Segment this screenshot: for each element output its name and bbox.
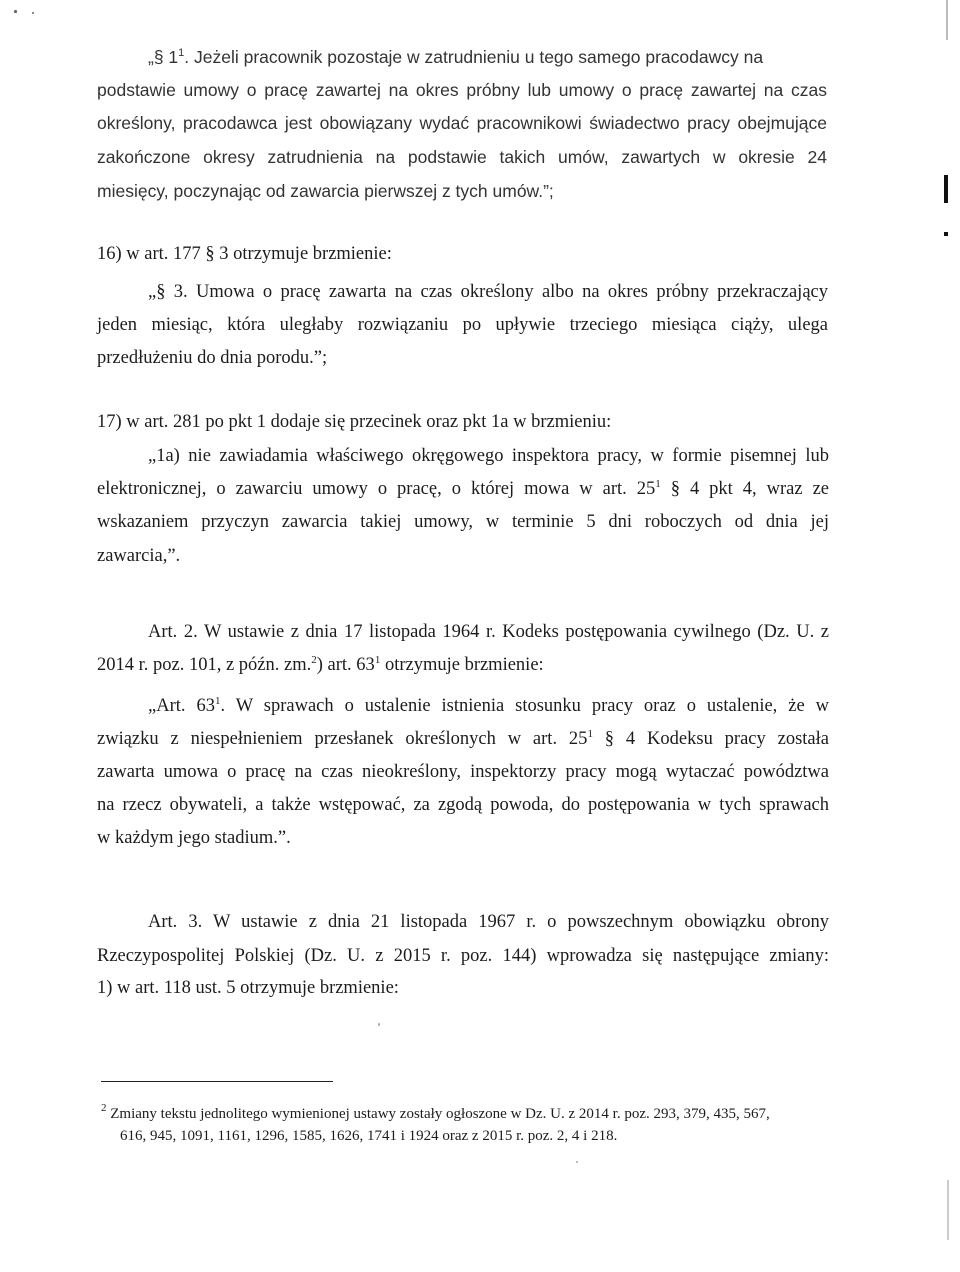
text-line: w każdym jego stadium.”. [97,828,291,848]
text-line: Rzeczypospolitej Polskiej (Dz. U. z 2015 r. poz. 144) wprowadza się następujące zmiany: [97,946,829,966]
text-line: miesięcy, poczynając od zawarcia pierwszej z tych umów.”; [97,181,554,201]
article-heading-line: Art. 2. W ustawie z dnia 17 listopada 1964 r. Kodeks postępowania cywilnego (Dz. U. z [148,622,829,642]
text-line: zawarcia,”. [97,546,181,566]
text-line: związku z niespełnieniem przesłanek określonych w art. $25^1$ § 4 Kodeksu pracy została [97,728,829,749]
text-line: podstawie umowy o pracę zawartej na okres próbny lub umowy o pracę zawartej na czas [97,80,827,100]
scan-speck [32,12,34,14]
scan-speck [576,1161,578,1163]
text-line: elektronicznej, o zawarciu umowy o pracę, o której mowa w art. $25^1$ § 4 pkt 4, wraz ze [97,478,829,499]
text-line: przedłużeniu do dnia porodu.”; [97,348,328,368]
scan-speck [14,10,17,13]
scan-edge-mark [946,0,948,40]
footnote-line: $^2$ Zmiany tekstu jednolitego wymienionej ustawy zostały ogłoszone w Dz. U. z 2014 r. poz. 293, 379, 435, 567, [101,1102,770,1122]
text-line: wskazaniem przyczyn zawarcia takiej umowy, w terminie 5 dni roboczych od dnia jej [97,512,829,532]
scan-edge-mark [944,175,948,203]
scan-edge-mark [944,232,948,236]
footnote-line: 616, 945, 1091, 1161, 1296, 1585, 1626, 1741 i 1924 oraz z 2015 r. poz. 2, 4 i 218. [120,1128,618,1144]
text-line: „§ 3. Umowa o pracę zawarta na czas określony albo na okres próbny przekraczający [148,282,828,302]
text-line: jeden miesiąc, która uległaby rozwiązaniu po upływie trzeciego miesiąca ciąży, ulega [97,315,828,335]
text-line: „Art. $63^1$. W sprawach o ustalenie istnienia stosunku pracy oraz o ustalenie, że w [148,695,829,716]
article-heading-line: Art. 3. W ustawie z dnia 21 listopada 1967 r. o powszechnym obowiązku obrony [148,912,829,932]
text-line: na rzecz obywateli, a także wstępować, za zgodą powoda, do postępowania w tych sprawach [97,795,829,815]
text-line: „§ $1^1$. Jeżeli pracownik pozostaje w zatrudnieniu u tego samego pracodawcy na [148,47,764,67]
text-line: zakończone okresy zatrudnienia na podstawie takich umów, zawartych w okresie 24 [97,147,827,167]
item-intro: 16) w art. 177 § 3 otrzymuje brzmienie: [97,244,392,264]
text-line: określony, pracodawca jest obowiązany wydać pracownikowi świadectwo pracy obejmujące [97,113,827,133]
footnote-separator [101,1081,333,1082]
item-intro: 17) w art. 281 po pkt 1 dodaje się przecinek oraz pkt 1a w brzmieniu: [97,412,612,432]
text-line: 1) w art. 118 ust. 5 otrzymuje brzmienie: [97,978,399,998]
text-line: zawarta umowa o pracę na czas nieokreślony, inspektorzy pracy mogą wytaczać powództwa [97,762,829,782]
text-line: „1a) nie zawiadamia właściwego okręgowego inspektora pracy, w formie pisemnej lub [148,446,829,466]
scan-speck [378,1023,380,1026]
scan-edge-mark [947,1180,949,1240]
text-line: 2014 r. poz. 101, z późn. zm.$^2$) art. $63^1$ otrzymuje brzmienie: [97,654,544,675]
